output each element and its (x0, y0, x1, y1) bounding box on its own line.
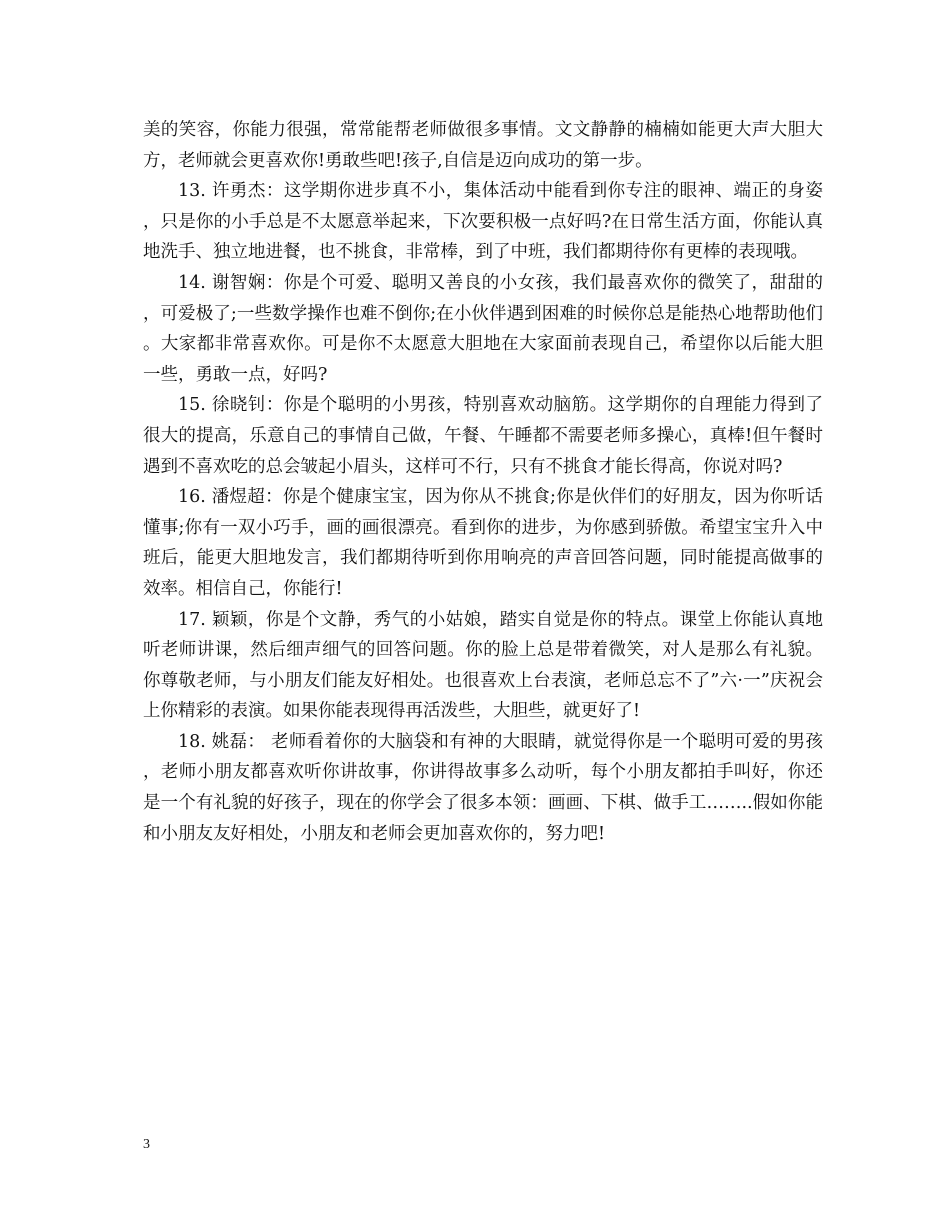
page-number: 3 (143, 1137, 150, 1152)
paragraph-comment-18: 18. 姚磊： 老师看着你的大脑袋和有神的大眼睛，就觉得你是一个聪明可爱的男孩，老师小朋友都喜欢听你讲故事，你讲得故事多么动听，每个小朋友都拍手叫好，你还是一个有礼貌的好孩子，现在的你学会了很多本领：画画、下棋、做手工……..假如你能和小朋友友好相处，小朋友和老师会更加喜欢你的，努力吧! (143, 731, 823, 844)
paragraph-continuation: 美的笑容，你能力很强，常常能帮老师做很多事情。文文静静的楠楠如能更大声大胆大方，老师就会更喜欢你!勇敢些吧!孩子,自信是迈向成功的第一步。 (143, 120, 823, 171)
paragraph-comment-14: 14. 谢智娴：你是个可爱、聪明又善良的小女孩，我们最喜欢你的微笑了，甜甜的，可爱极了;一些数学操作也难不倒你;在小伙伴遇到困难的时候你总是能热心地帮助他们。大家都非常喜欢你。可是你不太愿意大胆地在大家面前表现自己，希望你以后能大胆一些，勇敢一点，好吗? (143, 272, 823, 385)
paragraph-comment-17: 17. 颖颖，你是个文静，秀气的小姑娘，踏实自觉是你的特点。课堂上你能认真地听老师讲课，然后细声细气的回答问题。你的脸上总是带着微笑，对人是那么有礼貌。你尊敬老师，与小朋友们能友好相处。也很喜欢上台表演，老师总忘不了”六·一”庆祝会上你精彩的表演。如果你能表现得再活泼些，大胆些，就更好了! (143, 609, 823, 722)
paragraph-comment-13: 13. 许勇杰：这学期你进步真不小，集体活动中能看到你专注的眼神、端正的身姿，只是你的小手总是不太愿意举起来，下次要积极一点好吗?在日常生活方面，你能认真地洗手、独立地进餐，也不挑食，非常棒，到了中班，我们都期待你有更棒的表现哦。 (143, 181, 823, 263)
document-body (143, 115, 823, 849)
paragraph-comment-15: 15. 徐晓钊：你是个聪明的小男孩，特别喜欢动脑筋。这学期你的自理能力得到了很大的提高，乐意自己的事情自己做，午餐、午睡都不需要老师多操心，真棒!但午餐时遇到不喜欢吃的总会皱起小眉头，这样可不行，只有不挑食才能长得高，你说对吗? (143, 395, 823, 477)
paragraph-comment-16: 16. 潘煜超：你是个健康宝宝，因为你从不挑食;你是伙伴们的好朋友，因为你听话懂事;你有一双小巧手，画的画很漂亮。看到你的进步，为你感到骄傲。希望宝宝升入中班后，能更大胆地发言，我们都期待听到你用响亮的声音回答问题，同时能提高做事的效率。相信自己，你能行! (143, 487, 823, 599)
